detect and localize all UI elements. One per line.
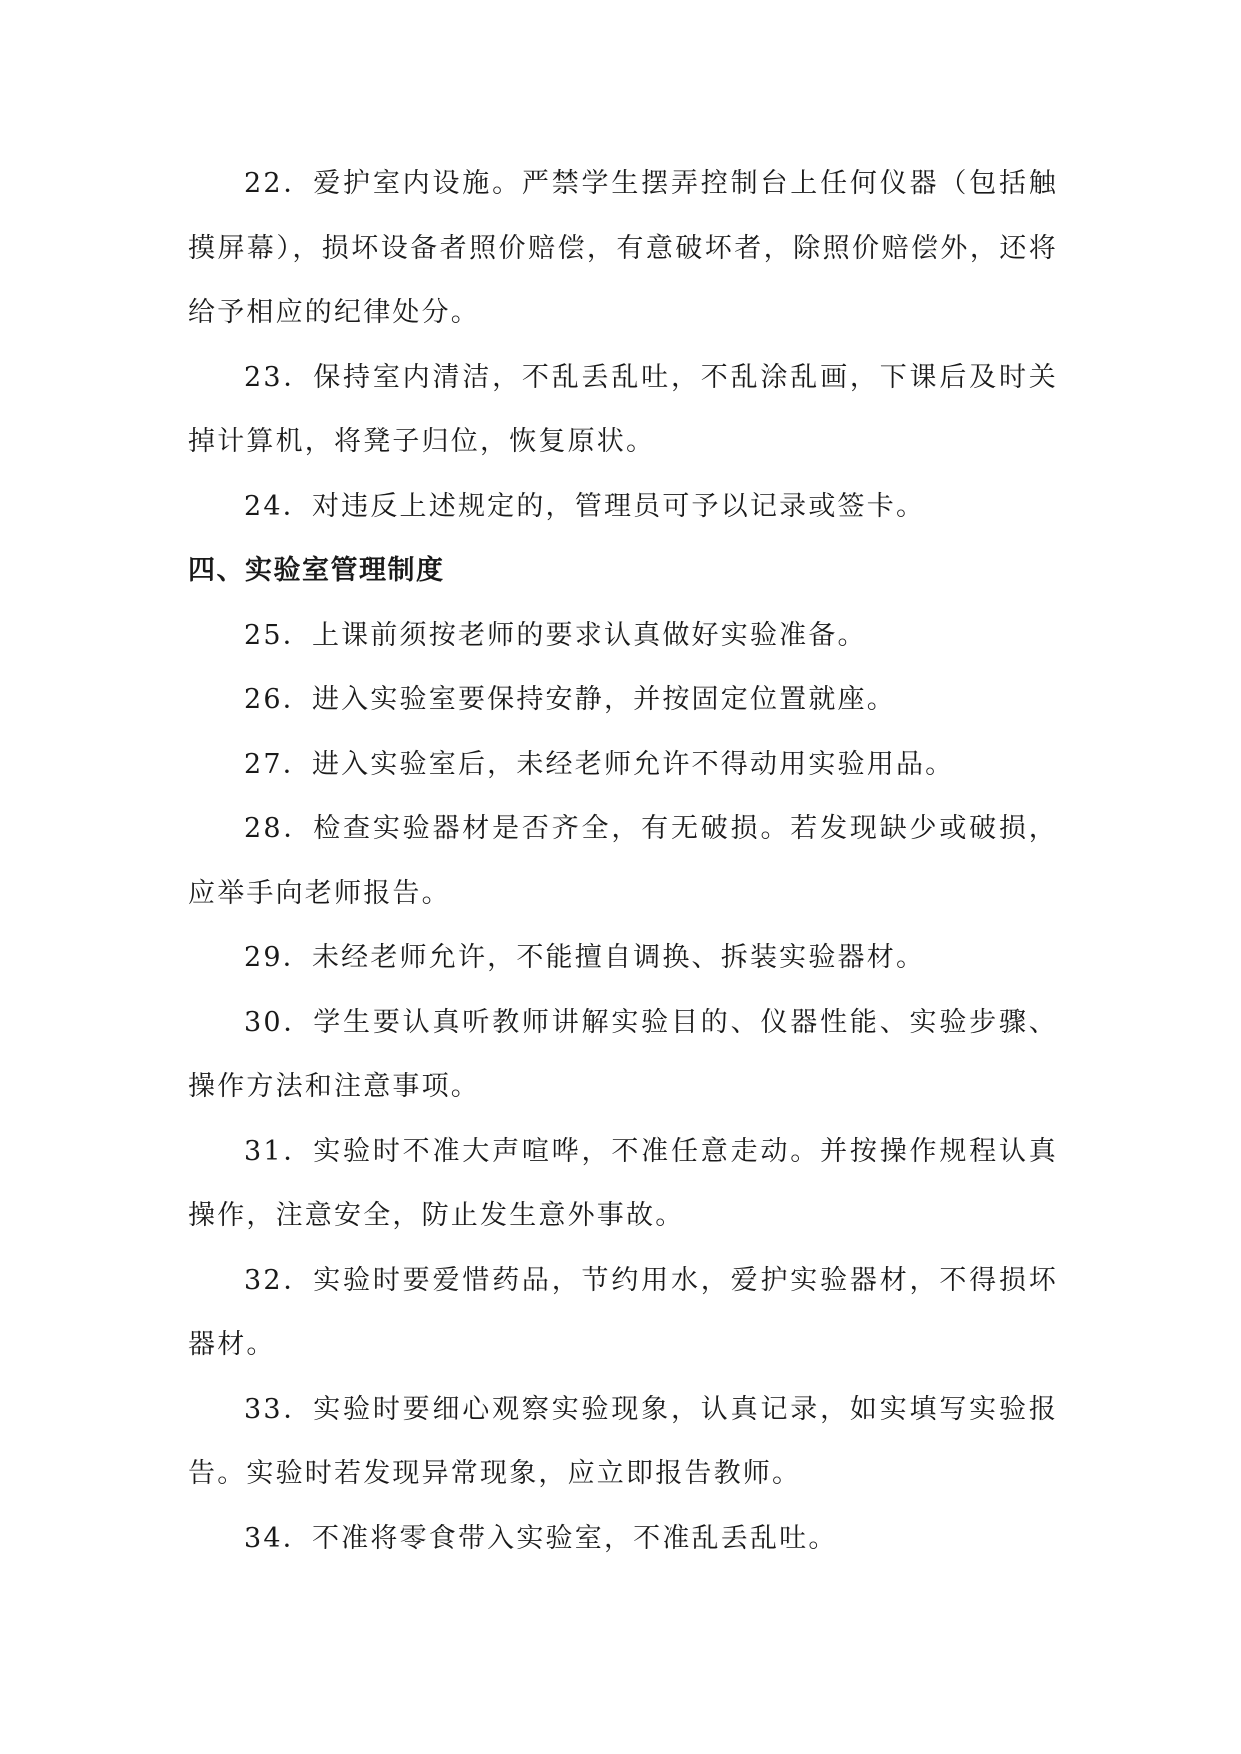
paragraph-rule-34: 34．不准将零食带入实验室，不准乱丢乱吐。 bbox=[244, 1522, 838, 1554]
section-heading: 四、实验室管理制度 bbox=[188, 555, 445, 586]
paragraph-rule-30: 30．学生要认真听教师讲解实验目的、仪器性能、实验步骤、操作方法和注意事项。 bbox=[188, 1006, 1058, 1102]
paragraph-rule-31: 31．实验时不准大声喧哗，不准任意走动。并按操作规程认真操作，注意安全，防止发生意外事故。 bbox=[188, 1135, 1058, 1231]
paragraph-rule-28: 28．检查实验器材是否齐全，有无破损。若发现缺少或破损，应举手向老师报告。 bbox=[188, 813, 1058, 909]
paragraph-rule-26: 26．进入实验室要保持安静，并按固定位置就座。 bbox=[244, 684, 896, 715]
paragraph-rule-32: 32．实验时要爱惜药品，节约用水，爱护实验器材，不得损坏器材。 bbox=[188, 1264, 1058, 1360]
paragraph-rule-27: 27．进入实验室后，未经老师允许不得动用实验用品。 bbox=[244, 748, 955, 780]
paragraph-rule-33: 33．实验时要细心观察实验现象，认真记录，如实填写实验报告。实验时若发现异常现象，应立即报告教师。 bbox=[188, 1393, 1058, 1489]
paragraph-rule-22: 22．爱护室内设施。严禁学生摆弄控制台上任何仪器（包括触摸屏幕），损坏设备者照价赔偿，有意破坏者，除照价赔偿外，还将给予相应的纪律处分。 bbox=[188, 168, 1058, 328]
paragraph-rule-29: 29．未经老师允许，不能擅自调换、拆装实验器材。 bbox=[244, 942, 926, 973]
paragraph-rule-25: 25．上课前须按老师的要求认真做好实验准备。 bbox=[244, 619, 867, 651]
document-body bbox=[188, 152, 1058, 1571]
paragraph-rule-24: 24．对违反上述规定的，管理员可予以记录或签卡。 bbox=[244, 490, 926, 522]
paragraph-rule-23: 23．保持室内清洁，不乱丢乱吐，不乱涂乱画，下课后及时关掉计算机，将凳子归位，恢复原状。 bbox=[188, 361, 1058, 457]
